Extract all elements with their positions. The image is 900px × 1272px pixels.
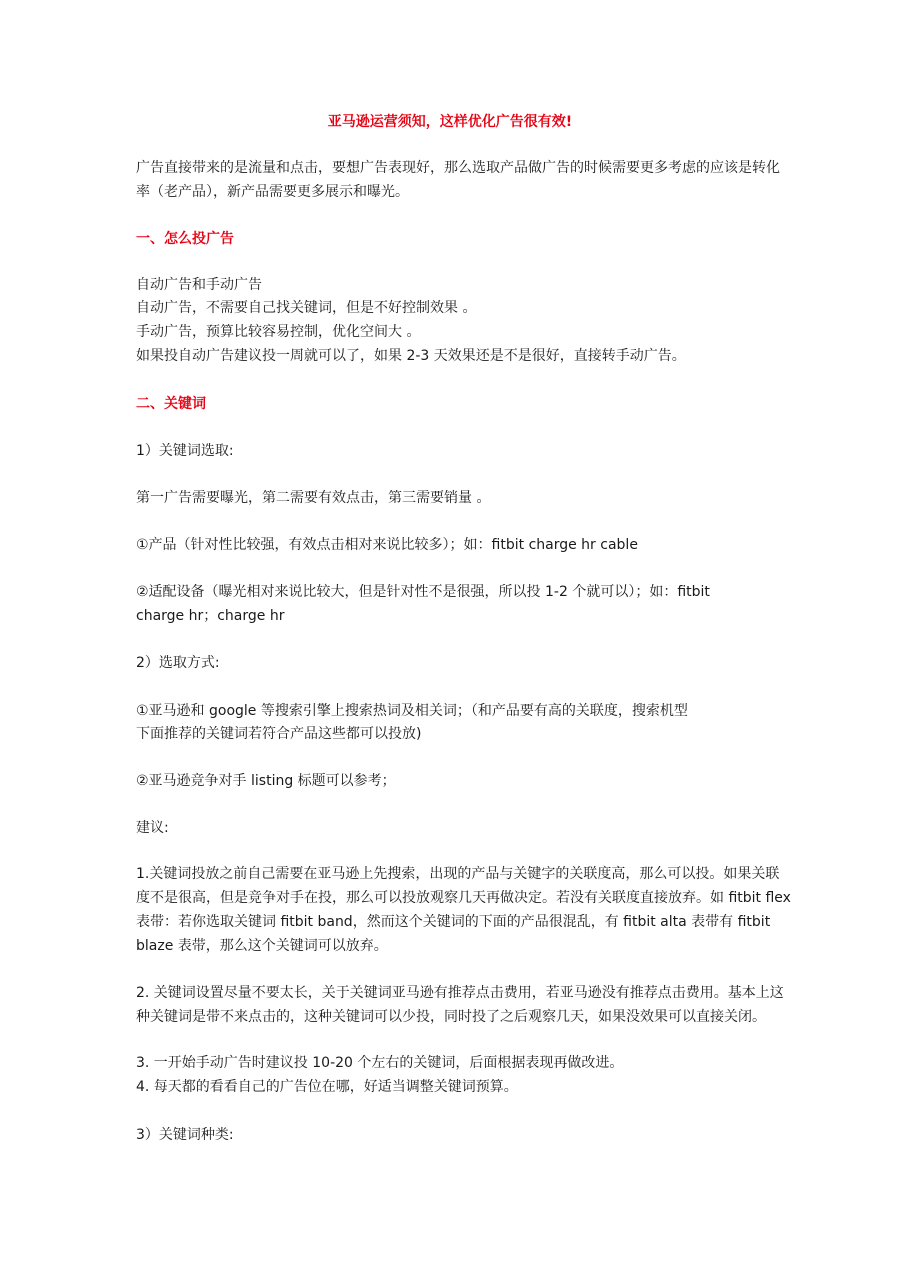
advice-label: 建议: — [136, 820, 169, 836]
section-1-line: 自动广告和手动广告 — [136, 277, 262, 293]
paragraph: ①产品（针对性比较强，有效点击相对来说比较多）；如：fitbit charge hr cable — [136, 537, 638, 553]
section-2-heading: 二、关键词 — [136, 396, 206, 412]
advice-1-line: 表带：若你选取关键词 fitbit band，然而这个关键词的下面的产品很混乱，有 fitbit alta 表带有 fitbit — [136, 914, 771, 930]
section-1-line: 自动广告，不需要自己找关键词，但是不好控制效果 。 — [136, 300, 477, 316]
advice-2-line: 2. 关键词设置尽量不要太长，关于关键词亚马逊有推荐点击费用，若亚马逊没有推荐点击费用。基本上这 — [136, 985, 784, 1001]
subheading-selection-method: 2）选取方式: — [136, 655, 220, 671]
advice-4: 4. 每天都的看看自己的广告位在哪，好适当调整关键词预算。 — [136, 1079, 518, 1095]
intro-line-1: 广告直接带来的是流量和点击，要想广告表现好，那么选取产品做广告的时候需要更多考虑的应该是转化 — [136, 160, 780, 176]
paragraph: 第一广告需要曝光，第二需要有效点击，第三需要销量 。 — [136, 490, 491, 506]
section-1-heading: 一、怎么投广告 — [136, 231, 234, 247]
paragraph-line: charge hr；charge hr — [136, 608, 285, 624]
paragraph-line: 下面推荐的关键词若符合产品这些都可以投放) — [136, 726, 422, 742]
document-title: 亚马逊运营须知，这样优化广告很有效! — [327, 114, 573, 130]
section-1-line: 如果投自动广告建议投一周就可以了，如果 2-3 天效果还是不是很好，直接转手动广告。 — [136, 348, 686, 364]
subheading-keyword-types: 3）关键词种类: — [136, 1127, 234, 1143]
advice-3: 3. 一开始手动广告时建议投 10-20 个左右的关键词，后面根据表现再做改进。 — [136, 1055, 624, 1071]
advice-1-line: 度不是很高，但是竞争对手在投，那么可以投放观察几天再做决定。若没有关联度直接放弃。如 fitbit flex — [136, 890, 791, 906]
advice-2-line: 种关键词是带不来点击的，这种关键词可以少投，同时投了之后观察几天，如果没效果可以直接关闭。 — [136, 1009, 766, 1025]
paragraph-line: ②适配设备（曝光相对来说比较大，但是针对性不是很强，所以投 1-2 个就可以）；如：fitbit — [136, 584, 710, 600]
advice-1-line: blaze 表带，那么这个关键词可以放弃。 — [136, 938, 388, 954]
paragraph: ②亚马逊竞争对手 listing 标题可以参考； — [136, 773, 396, 789]
intro-line-2: 率（老产品），新产品需要更多展示和曝光。 — [136, 184, 409, 200]
subheading-keyword-selection: 1）关键词选取: — [136, 443, 234, 459]
section-1-line: 手动广告，预算比较容易控制，优化空间大 。 — [136, 324, 421, 340]
advice-1-line: 1.关键词投放之前自己需要在亚马逊上先搜索，出现的产品与关键字的关联度高，那么可以投。如果关联 — [136, 866, 780, 882]
paragraph-line: ①亚马逊和 google 等搜索引擎上搜索热词及相关词；（和产品要有高的关联度，搜索机型 — [136, 703, 688, 719]
